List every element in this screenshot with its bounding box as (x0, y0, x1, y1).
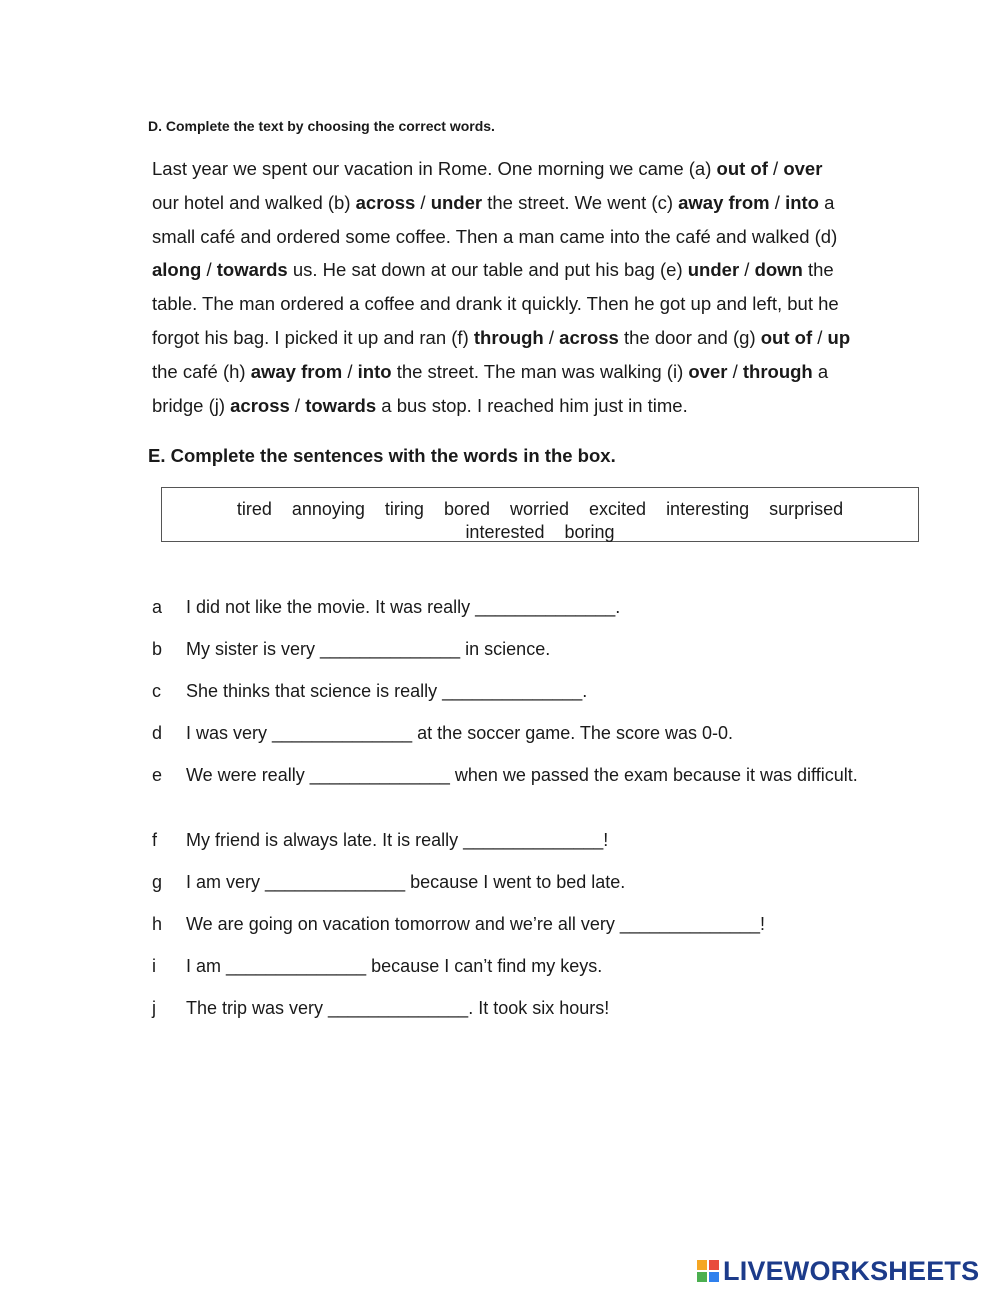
passage-text: / (727, 360, 743, 382)
sentence-text[interactable]: The trip was very ______________. It took six hours! (186, 998, 610, 1018)
liveworksheets-logo (697, 1255, 979, 1287)
word-box-word: worried (509, 499, 570, 519)
sentence-text[interactable]: We are going on vacation tomorrow and we’re all very ______________! (186, 914, 766, 934)
passage-text: / (342, 360, 358, 382)
passage-text: bridge (j) (152, 394, 231, 416)
passage-text: a (812, 360, 829, 382)
sentence-letter: b (152, 639, 163, 659)
passage-text: / (769, 191, 786, 213)
passage-text: / (812, 326, 828, 348)
passage-line (152, 220, 892, 254)
sentence-text[interactable]: She thinks that science is really ______________. (186, 681, 588, 701)
section-d-instruction: D. Complete the text by choosing the correct words. (148, 118, 495, 134)
passage-line (152, 287, 892, 321)
passage-text: the street. We went (c) (482, 191, 679, 213)
word-choice[interactable]: through (742, 360, 813, 382)
passage-line (152, 389, 892, 423)
passage-line (152, 321, 892, 355)
sentence-text[interactable]: I am very ______________ because I went to bed late. (186, 872, 626, 892)
passage-text: the street. The man was walking (i) (391, 360, 689, 382)
logo-blocks-icon (697, 1260, 719, 1282)
sentence-letter: g (152, 872, 163, 892)
passage-text: a bus stop. I reached him just in time. (376, 394, 688, 416)
passage-text: the (802, 259, 834, 281)
passage-text: the café (h) (152, 360, 251, 382)
passage-text: us. He sat down at our table and put his bag (e) (287, 259, 688, 281)
sentence-letter: j (152, 998, 156, 1018)
sentence-letter: i (152, 956, 156, 976)
passage-line (152, 253, 892, 287)
passage-text: / (201, 259, 217, 281)
word-choice[interactable]: along (152, 259, 202, 281)
word-box-word: interested (465, 522, 545, 542)
sentence-text[interactable]: We were really ______________ when we passed the exam because it was difficult. (186, 765, 858, 785)
passage-text: / (767, 158, 784, 179)
word-box-word: annoying (291, 499, 365, 519)
passage-text: the door and (g) (618, 326, 761, 348)
word-choice[interactable]: towards (305, 394, 377, 416)
passage-line (152, 186, 892, 220)
word-choice[interactable]: away from (250, 360, 343, 382)
word-box-word: excited (589, 499, 647, 519)
passage-text: our hotel and walked (b) (152, 191, 356, 213)
passage-text: / (543, 326, 560, 348)
word-choice[interactable]: across (559, 326, 619, 348)
word-choice[interactable]: away from (678, 191, 770, 213)
word-choice[interactable]: towards (216, 259, 288, 281)
sentence-letter: c (152, 681, 161, 701)
word-box-word: surprised (769, 499, 844, 519)
sentence-text[interactable]: My friend is always late. It is really ______________! (186, 830, 609, 850)
passage-text: / (739, 259, 755, 281)
word-box (161, 487, 919, 542)
word-box-word: tired (236, 499, 272, 519)
sentence-letter: e (152, 765, 163, 785)
sentence-letter: h (152, 914, 163, 934)
sentence-text[interactable]: I did not like the movie. It was really ______________. (186, 597, 621, 617)
passage-text: table. The man ordered a coffee and drank it quickly. Then he got up and left, but he (152, 293, 839, 315)
word-choice[interactable]: down (754, 259, 803, 281)
word-choice[interactable]: under (687, 259, 740, 281)
word-box-row-2 (162, 521, 918, 544)
passage-text: forgot his bag. I picked it up and ran (f) (152, 326, 474, 348)
word-choice[interactable]: out of (716, 158, 768, 179)
word-box-word: tiring (384, 499, 424, 519)
sentence-letter: a (152, 597, 163, 617)
passage-text: Last year we spent our vacation in Rome. One morning we came (a) (152, 158, 717, 179)
sentence-letter: d (152, 723, 163, 743)
word-box-row-1 (162, 498, 918, 521)
logo-text: LIVEWORKSHEETS (723, 1255, 980, 1286)
word-choice[interactable]: across (355, 191, 416, 213)
passage-line (152, 355, 892, 389)
word-choice[interactable]: over (688, 360, 728, 382)
word-box-word: interesting (666, 499, 750, 519)
word-choice[interactable]: across (230, 394, 290, 416)
sentence-text[interactable]: I was very ______________ at the soccer game. The score was 0-0. (186, 723, 733, 743)
passage-text: / (415, 191, 431, 213)
passage-line (152, 152, 892, 186)
word-choice[interactable]: over (783, 158, 823, 179)
section-e-instruction: E. Complete the sentences with the words in the box. (148, 445, 616, 466)
word-box-word: boring (564, 522, 615, 542)
passage-text: small café and ordered some coffee. Then a man came into the café and walked (d) (152, 225, 838, 247)
passage-text: / (289, 394, 306, 416)
passage-text: a (818, 191, 835, 213)
word-choice[interactable]: under (430, 191, 483, 213)
sentence-text[interactable]: My sister is very ______________ in science. (186, 639, 551, 659)
word-box-word: bored (443, 499, 490, 519)
word-choice[interactable]: through (473, 326, 544, 348)
section-d-passage (152, 152, 892, 422)
word-choice[interactable]: out of (760, 326, 813, 348)
word-choice[interactable]: up (827, 326, 851, 348)
sentence-letter: f (152, 830, 158, 850)
word-choice[interactable]: into (357, 360, 392, 382)
word-choice[interactable]: into (785, 191, 819, 213)
sentence-text[interactable]: I am ______________ because I can’t find my keys. (186, 956, 603, 976)
